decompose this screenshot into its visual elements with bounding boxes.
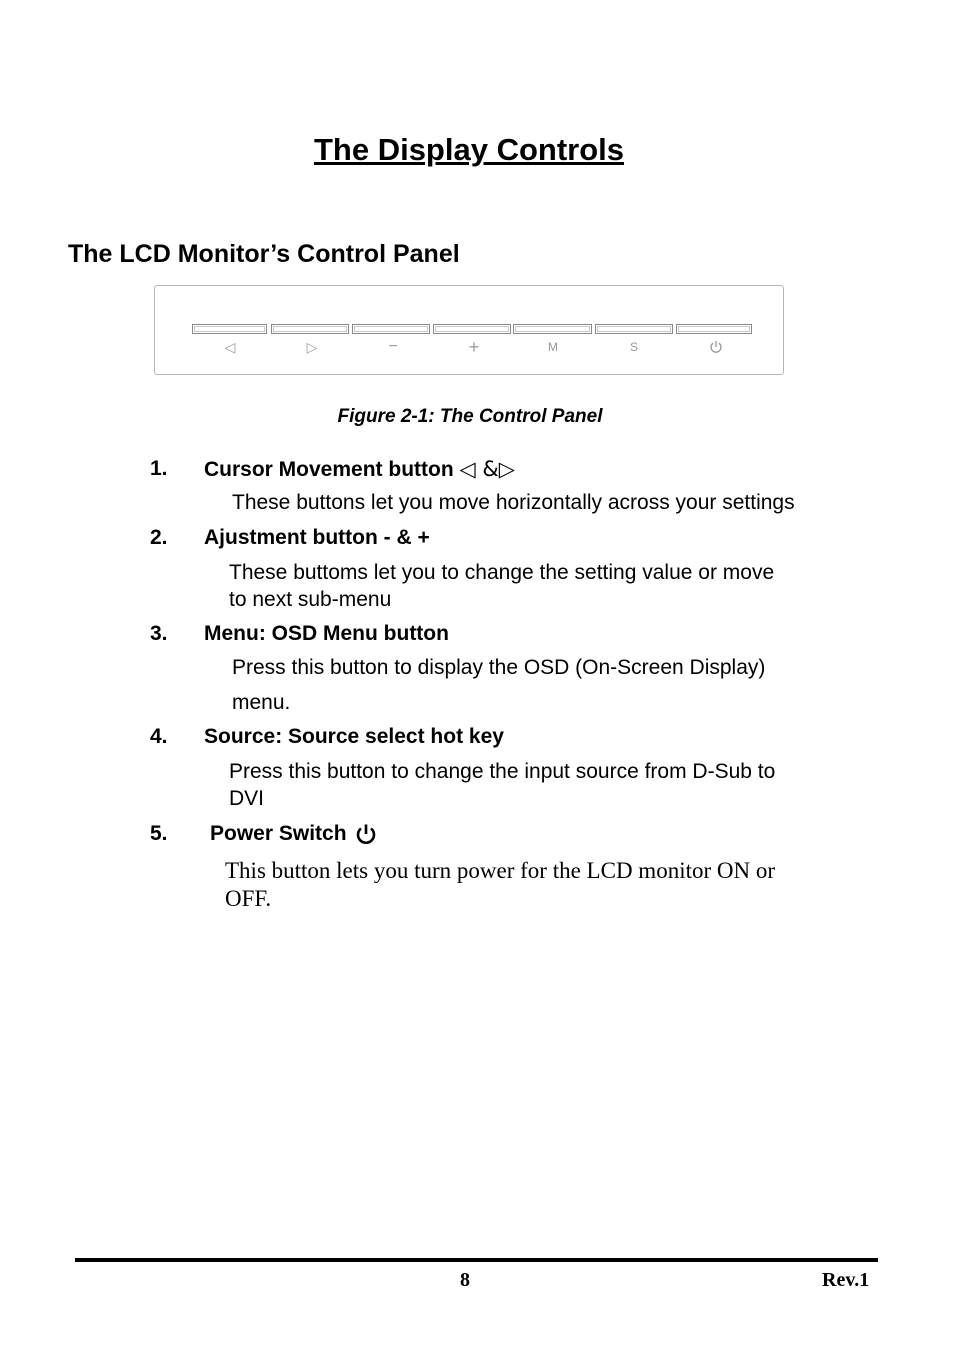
- item-description: These buttoms let you to change the setting value or move: [229, 561, 775, 584]
- item-description: These buttons let you move horizontally across your settings: [232, 491, 795, 514]
- item-heading-text: Power Switch: [210, 822, 347, 845]
- item-number: 4.: [150, 725, 168, 748]
- power-icon: [706, 338, 726, 356]
- panel-button-power: [676, 324, 752, 334]
- item-heading: Source: Source select hot key: [204, 725, 504, 748]
- page-number: 8: [460, 1269, 470, 1291]
- item-description: OFF.: [225, 886, 272, 911]
- panel-button-plus: [433, 324, 511, 334]
- item-number: 3.: [150, 622, 168, 645]
- cursor-arrows-icon: ◁ &▷: [459, 457, 515, 481]
- item-description: menu.: [232, 691, 291, 714]
- item-heading: Menu: OSD Menu button: [204, 622, 449, 645]
- revision-label: Rev.1: [822, 1269, 870, 1291]
- panel-button-source: [595, 324, 673, 334]
- minus-icon: −: [388, 338, 398, 355]
- item-number: 5.: [150, 822, 168, 845]
- source-s-icon: S: [629, 340, 638, 354]
- figure-caption: Figure 2-1: The Control Panel: [337, 406, 603, 427]
- panel-button-right: [271, 324, 349, 334]
- item-description: Press this button to change the input source from D-Sub to: [229, 760, 776, 783]
- item-number: 1.: [150, 457, 168, 480]
- item-description: Press this button to display the OSD (On-Screen Display): [232, 656, 766, 679]
- page-title: The Display Controls: [313, 132, 625, 167]
- item-heading: [204, 455, 515, 484]
- left-arrow-icon: ◁: [224, 339, 236, 355]
- item-heading-text: Cursor Movement button: [204, 458, 454, 481]
- plus-icon: +: [468, 337, 480, 357]
- section-heading: The LCD Monitor’s Control Panel: [68, 240, 460, 268]
- right-arrow-icon: ▷: [306, 339, 318, 355]
- footer-divider: [75, 1258, 878, 1262]
- panel-button-left: [192, 324, 267, 334]
- power-icon: [355, 823, 377, 845]
- panel-button-menu: [513, 324, 592, 334]
- control-panel-figure: [154, 285, 784, 375]
- item-heading: [210, 820, 377, 848]
- panel-button-minus: [352, 324, 430, 334]
- item-heading: Ajustment button - & +: [204, 526, 430, 549]
- item-description: DVI: [229, 787, 265, 810]
- menu-m-icon: M: [548, 340, 558, 354]
- item-number: 2.: [150, 526, 168, 549]
- item-description: This button lets you turn power for the LCD monitor ON or: [225, 858, 776, 883]
- item-description: to next sub-menu: [229, 588, 392, 611]
